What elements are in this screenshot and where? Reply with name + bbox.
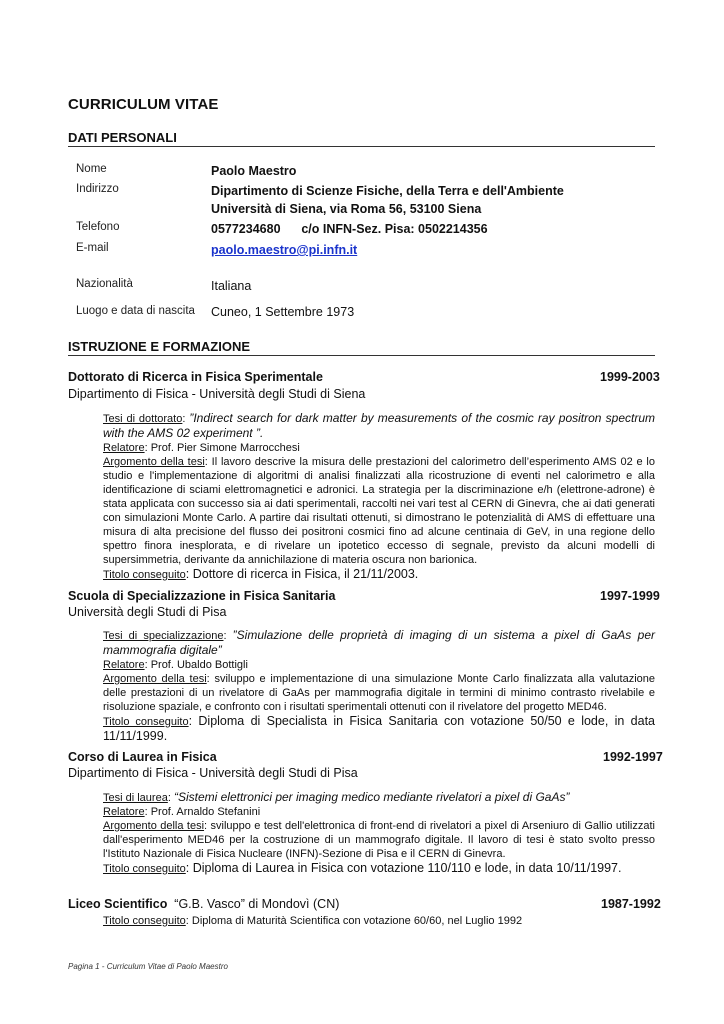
argomento-label: Argomento della tesi: [103, 456, 205, 468]
argomento-text: : sviluppo e test dell'elettronica di front-end di rivelatori a pixel di Arseniuro di Gallio utilizzati dall'esperimento MED46 per la costruzione di un mammografo digitale. Il lavoro di tesi è stato svolto presso l'Istituto Nazionale di Fisica Nucleare (INFN)-Sezione di Pisa e il CERN di Ginevra.: [103, 820, 655, 860]
page-title: CURRICULUM VITAE: [68, 96, 219, 113]
tesi-colon: :: [182, 413, 190, 425]
nome-label: Nome: [76, 163, 107, 175]
tesi-label: Tesi di dottorato: [103, 413, 183, 425]
edu-detail-dottorato: [103, 411, 655, 582]
edu-title-specializzazione: Scuola di Specializzazione in Fisica Sanitaria: [68, 589, 336, 603]
argomento-text: : sviluppo e implementazione di una simulazione Monte Carlo finalizzata alla valutazione delle prestazioni di un rivelatore di GaAs per mammografia digitale in termini di minimo contrasto rivelabile e risoluzione spaziale, e confronto con i risultati sperimentali ottenuti con il rivelatore del progetto MED46.: [103, 673, 656, 713]
email-link[interactable]: paolo.maestro@pi.infn.it: [211, 243, 358, 257]
tesi-colon: :: [223, 630, 233, 642]
edu-title-liceo-bold: Liceo Scientifico: [68, 897, 168, 911]
relatore-text: : Prof. Pier Simone Marrocchesi: [144, 442, 300, 454]
section-heading-education: [68, 339, 655, 356]
relatore-label: Relatore: [103, 806, 145, 818]
relatore-text: : Prof. Arnaldo Stefanini: [144, 806, 261, 818]
titolo-label: Titolo conseguito: [103, 716, 189, 728]
section-heading-education-label: ISTRUZIONE E FORMAZIONE: [68, 339, 250, 354]
titolo-label: Titolo conseguito: [103, 569, 186, 581]
nazionalita-label: Nazionalità: [76, 278, 133, 290]
tesi-text: ”Simulazione delle proprietà di imaging di un sistema a pixel di GaAs per mammografia digitale”: [103, 628, 655, 657]
indirizzo-line2: Università di Siena, via Roma 56, 53100 Siena: [211, 202, 482, 216]
email-label: E-mail: [76, 242, 109, 254]
titolo-text: : Diploma di Specialista in Fisica Sanitaria con votazione 50/50 e lode, in data 11/11/1999.: [103, 714, 655, 743]
telefono-value: 0577234680 c/o INFN-Sez. Pisa: 0502214356: [211, 222, 488, 236]
tesi-text: ”Indirect search for dark matter by measurements of the cosmic ray positron spectrum with the AMS 02 experiment ”.: [103, 411, 655, 440]
section-heading-personal: [68, 130, 655, 147]
edu-years-liceo: 1987-1992: [601, 897, 661, 911]
edu-institution-laurea: Dipartimento di Fisica - Università degli Studi di Pisa: [68, 766, 358, 780]
titolo-text: : Diploma di Maturità Scientifica con votazione 60/60, nel Luglio 1992: [185, 915, 523, 927]
edu-detail-liceo: [103, 914, 655, 928]
argomento-label: Argomento della tesi: [103, 820, 205, 832]
edu-years-laurea: 1992-1997: [603, 750, 663, 764]
indirizzo-label: Indirizzo: [76, 183, 119, 195]
edu-institution-specializzazione: Università degli Studi di Pisa: [68, 605, 227, 619]
telefono-label: Telefono: [76, 221, 120, 233]
relatore-text: : Prof. Ubaldo Bottigli: [144, 659, 248, 671]
nome-value: Paolo Maestro: [211, 164, 297, 178]
edu-title-liceo-rest: “G.B. Vasco” di Mondovì (CN): [167, 897, 340, 911]
edu-title-laurea: Corso di Laurea in Fisica: [68, 750, 217, 764]
edu-title-liceo: [68, 897, 339, 911]
tesi-label: Tesi di laurea: [103, 792, 168, 804]
tesi-label: Tesi di specializzazione: [103, 630, 224, 642]
argomento-label: Argomento della tesi: [103, 673, 207, 685]
titolo-label: Titolo conseguito: [103, 863, 186, 875]
tesi-text: “Sistemi elettronici per imaging medico mediante rivelatori a pixel di GaAs”: [173, 790, 570, 804]
edu-institution-dottorato: Dipartimento di Fisica - Università degli Studi di Siena: [68, 387, 366, 401]
titolo-text: : Dottore di ricerca in Fisica, il 21/11/2003.: [185, 567, 419, 581]
nazionalita-value: Italiana: [211, 279, 252, 293]
relatore-label: Relatore: [103, 442, 145, 454]
tesi-colon: :: [167, 792, 174, 804]
edu-title-dottorato: Dottorato di Ricerca in Fisica Sperimentale: [68, 370, 323, 384]
edu-years-specializzazione: 1997-1999: [600, 589, 660, 603]
relatore-label: Relatore: [103, 659, 145, 671]
indirizzo-line1: Dipartimento di Scienze Fisiche, della Terra e dell'Ambiente: [211, 184, 564, 198]
page-footer: Pagina 1 - Curriculum Vitae di Paolo Maestro: [68, 962, 228, 971]
titolo-label: Titolo conseguito: [103, 915, 186, 927]
nascita-value: Cuneo, 1 Settembre 1973: [211, 305, 355, 319]
titolo-text: : Diploma di Laurea in Fisica con votazione 110/110 e lode, in data 10/11/1997.: [185, 861, 622, 875]
edu-years-dottorato: 1999-2003: [600, 370, 660, 384]
edu-detail-laurea: [103, 790, 655, 876]
nascita-label: Luogo e data di nascita: [76, 305, 195, 317]
section-heading-personal-label: DATI PERSONALI: [68, 130, 177, 145]
edu-detail-specializzazione: [103, 628, 655, 744]
argomento-text: : Il lavoro descrive la misura delle prestazioni del calorimetro dell’esperimento AMS 02 e lo studio e l'implementazione di algoritmi di analisi finalizzati alla ricostruzione di eventi nel calorimetro e alla identificazione di sciami elettromagnetici e adronici. La strategia per la discriminazione e/h (elettrone-adrone) è stata applicata con successo sia ai dati sperimentali, raccolti nei vari test al CERN di Ginevra, che ai dati generati con simulazioni Monte Carlo. A partire dai risultati ottenuti, si dimostrano le potenzialità di AMS di effettuare una misura di alta precisione del flusso dei positroni cosmici fino ad alcune centinaia di GeV, in una regione dello spettro finora inesplorata, e di rivelare un ipotetico eccesso di segnale, previsto da alcuni modelli di supersimmetria, derivante da annichilazione di materia oscura non barionica.: [103, 456, 655, 566]
